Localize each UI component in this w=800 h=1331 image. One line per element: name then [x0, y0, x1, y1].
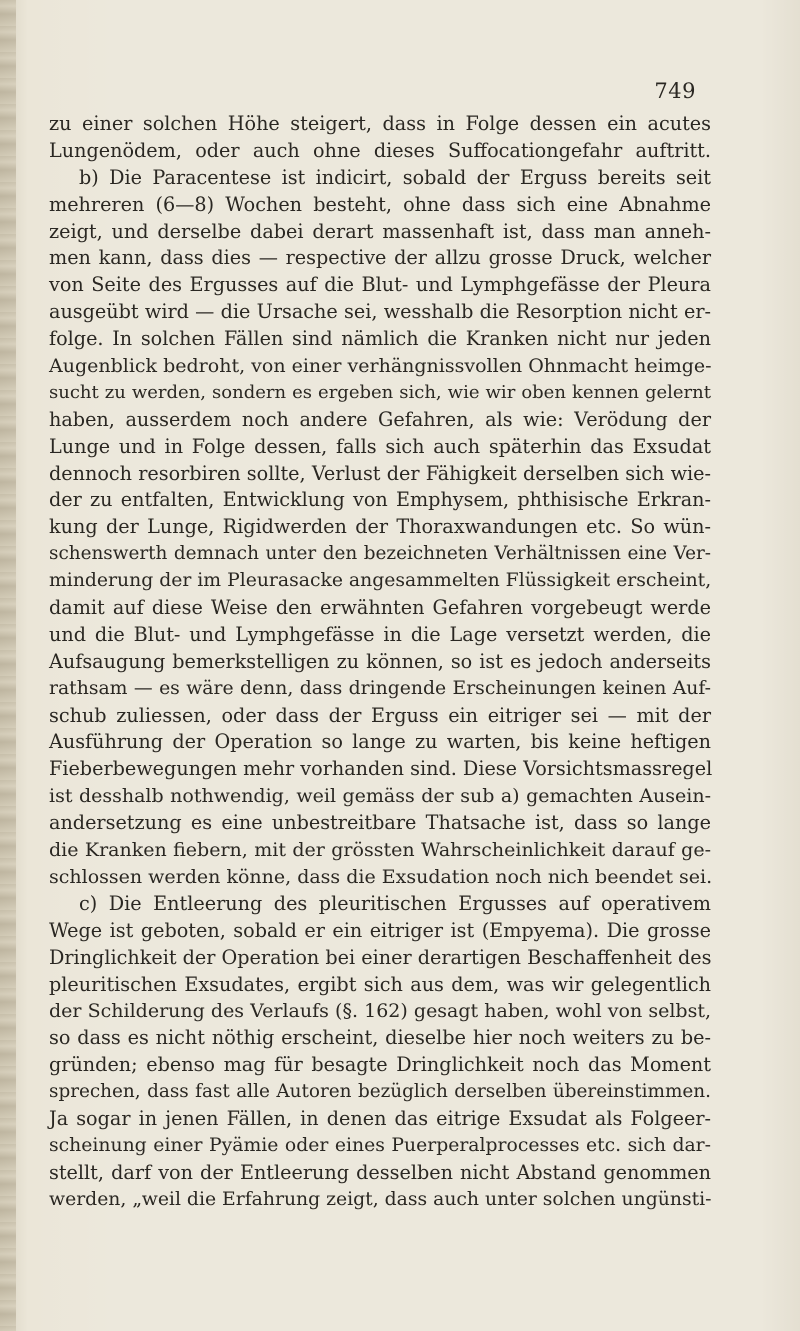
- text-line: schlossen werden könne, dass die Exsudation noch nich beendet sei.: [49, 865, 713, 888]
- page-gutter-edge: [0, 0, 16, 1331]
- text-line: Augenblick bedroht, von einer verhängnissvollen Ohnmacht heimge-: [49, 355, 712, 378]
- text-line: werden, „weil die Erfahrung zeigt, dass auch unter solchen ungünsti-: [49, 1188, 712, 1210]
- text-line: kung der Lunge, Rigidwerden der Thoraxwandungen etc. So wün-: [49, 515, 711, 539]
- text-line: damit auf diese Weise den erwähnten Gefahren vorgebeugt werde: [49, 596, 711, 620]
- text-line: von Seite des Ergusses auf die Blut- und Lymphgefässe der Pleura: [49, 273, 711, 297]
- text-line: Ausführung der Operation so lange zu warten, bis keine heftigen: [49, 730, 711, 754]
- text-line: ausgeübt wird — die Ursache sei, wesshalb die Resorption nicht er-: [49, 300, 711, 324]
- text-line: Wege ist geboten, sobald er ein eitriger ist (Empyema). Die grosse: [49, 918, 711, 942]
- text-line: minderung der im Pleurasacke angesammelten Flüssigkeit erscheint,: [49, 570, 712, 592]
- text-line: Fieberbewegungen mehr vorhanden sind. Diese Vorsichtsmassregel: [49, 757, 713, 781]
- text-line: folge. In solchen Fällen sind nämlich die Kranken nicht nur jeden: [49, 327, 711, 351]
- text-line: und die Blut- und Lymphgefässe in die Lage versetzt werden, die: [49, 622, 711, 646]
- text-line: schub zuliessen, oder dass der Erguss ein eitriger sei — mit der: [49, 703, 711, 727]
- text-line: b) Die Paracentese ist indicirt, sobald der Erguss bereits seit: [79, 165, 711, 189]
- text-line: haben, ausserdem noch andere Gefahren, als wie: Verödung der: [49, 407, 711, 431]
- page-number: 749: [654, 79, 696, 103]
- text-line: der zu entfalten, Entwicklung von Emphysem, phthisische Erkran-: [49, 488, 711, 512]
- text-line: Lunge und in Folge dessen, falls sich auch späterhin das Exsudat: [49, 434, 711, 458]
- text-line: scheinung einer Pyämie oder eines Puerperalprocesses etc. sich dar-: [49, 1134, 711, 1156]
- text-line: andersetzung es eine unbestreitbare Thatsache ist, dass so lange: [49, 811, 711, 835]
- text-line: Ja sogar in jenen Fällen, in denen das eitrige Exsudat als Folgeer-: [49, 1106, 711, 1130]
- text-line: der Schilderung des Verlaufs (§. 162) gesagt haben, wohl von selbst,: [49, 1000, 711, 1023]
- text-line: pleuritischen Exsudates, ergibt sich aus dem, was wir gelegentlich: [49, 972, 711, 996]
- text-line: mehreren (6—8) Wochen besteht, ohne dass sich eine Abnahme: [49, 192, 711, 216]
- text-line: stellt, darf von der Entleerung desselben nicht Abstand genommen: [49, 1160, 711, 1184]
- text-line: gründen; ebenso mag für besagte Dringlichkeit noch das Moment: [49, 1053, 711, 1077]
- text-line: rathsam — es wäre denn, dass dringende Erscheinungen keinen Auf-: [49, 677, 711, 699]
- text-line: ist desshalb nothwendig, weil gemäss der sub a) gemachten Ausein-: [49, 785, 711, 808]
- text-line: schenswerth demnach unter den bezeichneten Verhältnissen eine Ver-: [49, 543, 711, 565]
- text-line: men kann, dass dies — respective der allzu grosse Druck, welcher: [49, 246, 711, 270]
- text-line: sprechen, dass fast alle Autoren bezüglich derselben übereinstimmen.: [49, 1081, 711, 1103]
- text-line: so dass es nicht nöthig erscheint, dieselbe hier noch weiters zu be-: [49, 1026, 711, 1050]
- text-line: c) Die Entleerung des pleuritischen Ergusses auf operativem: [79, 891, 711, 915]
- text-line: sucht zu werden, sondern es ergeben sich, wie wir oben kennen gelernt: [49, 381, 711, 403]
- text-line: Aufsaugung bemerkstelligen zu können, so ist es jedoch anderseits: [49, 649, 711, 673]
- text-line: zu einer solchen Höhe steigert, dass in Folge dessen ein acutes: [49, 112, 711, 135]
- text-line: Dringlichkeit der Operation bei einer derartigen Beschaffenheit des: [49, 945, 712, 969]
- text-line: zeigt, und derselbe dabei derart massenhaft ist, dass man anneh-: [49, 219, 711, 243]
- text-line: die Kranken fiebern, mit der grössten Wahrscheinlichkeit darauf ge-: [49, 839, 711, 862]
- text-line: Lungenödem, oder auch ohne dieses Suffocationgefahr auftritt.: [49, 138, 711, 162]
- body-text: [49, 111, 711, 1214]
- text-line: dennoch resorbiren sollte, Verlust der Fähigkeit derselben sich wie-: [49, 461, 711, 485]
